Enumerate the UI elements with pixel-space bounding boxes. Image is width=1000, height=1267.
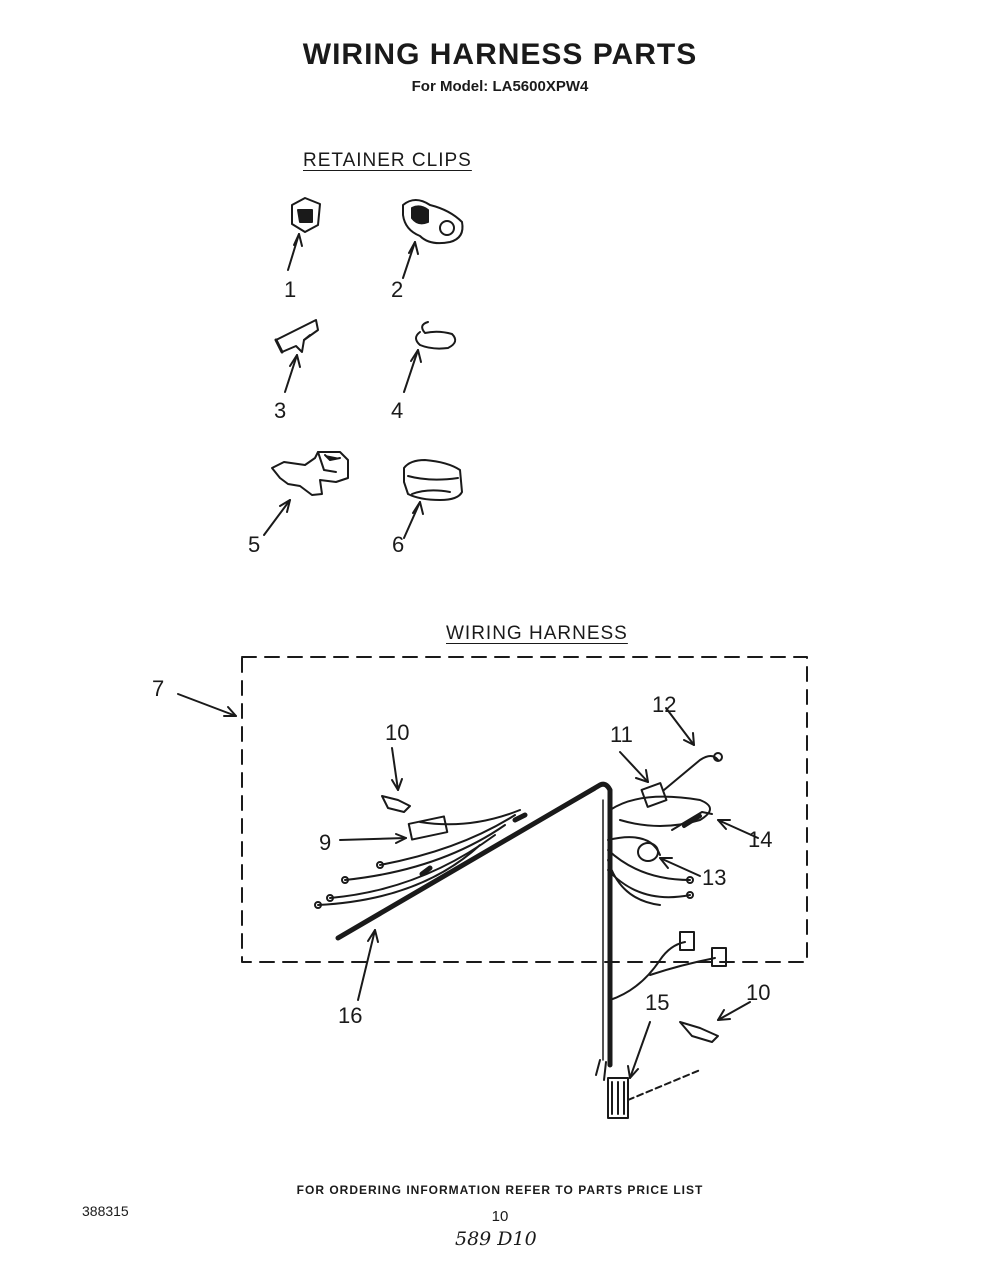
retainer-clip-4-drawing: [404, 322, 455, 392]
callout-5: 5: [248, 532, 261, 557]
retainer-clip-2-drawing: [403, 200, 463, 278]
handwritten-note: 589 D10: [455, 1228, 537, 1250]
callout-14: 14: [748, 827, 773, 852]
retainer-clip-5-drawing: [264, 452, 348, 535]
callout-6: 6: [392, 532, 405, 557]
wiring-harness-heading: WIRING HARNESS: [446, 623, 628, 644]
retainer-clip-3-drawing: [276, 320, 318, 392]
callout-3: 3: [274, 398, 287, 423]
page-title: WIRING HARNESS PARTS: [302, 38, 698, 71]
callout-13: 13: [702, 865, 727, 890]
callout-11: 11: [610, 722, 633, 747]
ordering-info-footer: FOR ORDERING INFORMATION REFER TO PARTS PRICE LIST: [296, 1183, 704, 1197]
retainer-clip-1-drawing: [288, 198, 320, 270]
callout-9: 9: [319, 830, 332, 855]
callout-2: 2: [391, 277, 404, 302]
callout-15: 15: [645, 990, 670, 1015]
callout-1: 1: [284, 277, 297, 302]
retainer-clips-heading: RETAINER CLIPS: [303, 150, 472, 171]
callout-10-lower: 10: [746, 980, 771, 1005]
model-subtitle: For Model: LA5600XPW4: [411, 78, 589, 95]
page-number: 10: [491, 1208, 509, 1225]
callout-7: 7: [152, 676, 165, 701]
callout-4: 4: [391, 398, 404, 423]
callout-16: 16: [338, 1003, 363, 1028]
callout-10-upper: 10: [385, 720, 410, 745]
document-number: 388315: [82, 1203, 129, 1219]
retainer-clip-6-drawing: [404, 460, 462, 538]
callout-12: 12: [652, 692, 677, 717]
